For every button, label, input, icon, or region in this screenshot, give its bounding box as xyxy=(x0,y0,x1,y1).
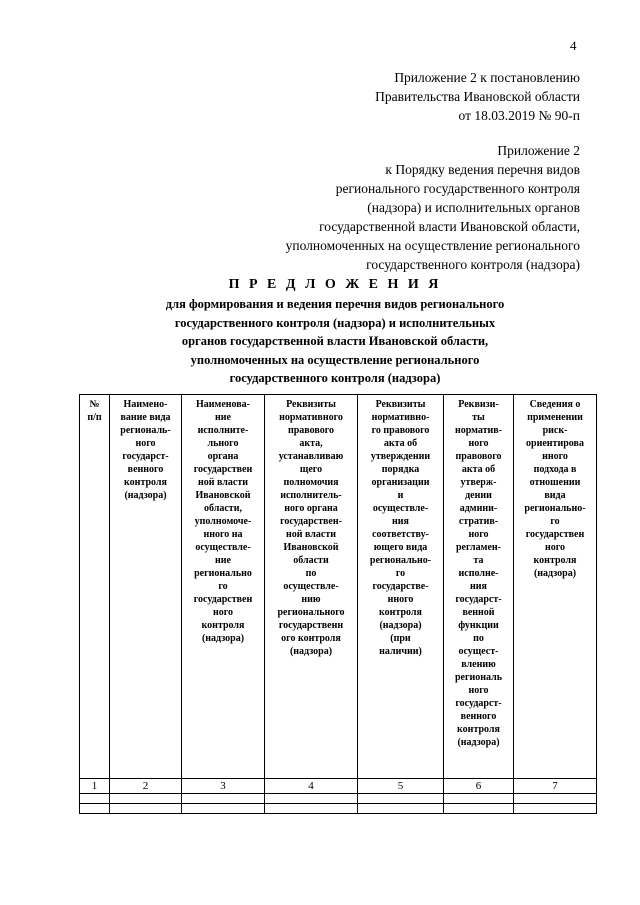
column-header-line: регламен- xyxy=(456,542,501,553)
column-header-line: ного xyxy=(544,542,566,553)
column-header-line: осуществле- xyxy=(195,542,251,553)
column-header-line: осуществле- xyxy=(283,581,339,592)
column-header-line: нного xyxy=(387,594,414,605)
column-header-line: № xyxy=(89,399,100,410)
column-header-line: ния xyxy=(392,516,409,527)
column-header-line: государственн xyxy=(278,620,344,631)
column-header-line: контроля xyxy=(457,724,500,735)
table-cell xyxy=(444,794,514,804)
column-header-line: полномочия xyxy=(283,477,339,488)
column-header-line: и xyxy=(397,490,404,501)
column-header-line: ние xyxy=(215,412,231,423)
column-header-line: Ивановской xyxy=(283,542,339,553)
title-line: органов государственной власти Ивановской области, xyxy=(181,334,489,348)
table-number-row xyxy=(80,779,597,794)
table-cell xyxy=(265,804,358,814)
column-header-line: ого контроля xyxy=(281,633,341,644)
column-header-line: государстве- xyxy=(372,581,429,592)
column-header-line: (надзора) xyxy=(379,620,422,631)
appendix-line: государственной власти Ивановской области, xyxy=(319,219,580,234)
column-header-line: (надзора) xyxy=(124,490,167,501)
column-header-line: венной xyxy=(462,607,495,618)
table-cell xyxy=(358,794,444,804)
table-cell xyxy=(265,794,358,804)
column-header-line: применении xyxy=(527,412,583,423)
column-header-line: та xyxy=(473,555,484,566)
appendix-line: Приложение 2 xyxy=(497,143,580,158)
column-header-line: ориентирова xyxy=(526,438,584,449)
column-header xyxy=(444,395,514,779)
column-header-line: утверждении xyxy=(370,451,431,462)
column-header-line: наличии) xyxy=(379,646,422,657)
column-header-line: нормативного xyxy=(279,412,343,423)
column-number: 4 xyxy=(265,779,358,794)
column-header-line: Реквизи- xyxy=(458,399,499,410)
column-header-line: исполне- xyxy=(458,568,499,579)
column-number: 3 xyxy=(182,779,265,794)
column-header xyxy=(265,395,358,779)
column-header-line: нного xyxy=(542,451,568,462)
column-header-line: Реквизиты xyxy=(375,399,426,410)
column-header-line: контроля xyxy=(124,477,167,488)
column-header-line: осуществле- xyxy=(372,503,429,514)
column-header-line: ного xyxy=(212,607,234,618)
column-header-line: вание вида xyxy=(120,412,171,423)
column-header-line: регионального xyxy=(277,607,345,618)
table-cell xyxy=(514,794,597,804)
column-header-line: контроля xyxy=(379,607,422,618)
column-header-line: утверж- xyxy=(460,477,497,488)
column-header-line: дении xyxy=(465,490,492,501)
appendix-line: уполномоченных на осуществление регионального xyxy=(285,238,580,253)
column-header-line: ной власти xyxy=(197,477,248,488)
column-header-line: порядка xyxy=(381,464,420,475)
column-header-line: государст- xyxy=(455,698,502,709)
column-header-line: влению xyxy=(461,659,496,670)
column-header-line: ного xyxy=(468,685,489,696)
column-header-line: правового xyxy=(455,451,502,462)
table-cell xyxy=(80,804,110,814)
title-line: государственного контроля (надзора) и исполнительных xyxy=(174,315,496,330)
column-number: 5 xyxy=(358,779,444,794)
table-cell xyxy=(444,804,514,814)
proposals-table xyxy=(79,394,597,814)
table-cell xyxy=(182,804,265,814)
column-header-line: по xyxy=(473,633,484,644)
column-header-line: контроля xyxy=(533,555,577,566)
column-header-line: области xyxy=(293,555,329,566)
column-header-line: Наименова- xyxy=(195,399,251,410)
column-header-line: (надзора) xyxy=(457,737,500,748)
column-header-line: (надзора) xyxy=(289,646,333,657)
column-header-line: устанавливаю xyxy=(278,451,344,462)
column-header-line: Реквизиты xyxy=(286,399,336,410)
column-header-line: уполномоче- xyxy=(194,516,252,527)
column-header-line: исполните- xyxy=(197,425,249,436)
column-number: 6 xyxy=(444,779,514,794)
column-header-line: ния xyxy=(470,581,487,592)
column-header-line: государствен xyxy=(193,464,253,475)
column-header-line: области, xyxy=(204,503,242,514)
column-header-line: акта, xyxy=(299,438,323,449)
column-header-line: функции xyxy=(458,620,499,631)
column-header-line: соответству- xyxy=(372,529,429,540)
column-header-line: стратив- xyxy=(458,516,499,527)
column-header-line: правового xyxy=(287,425,335,436)
table-cell xyxy=(358,804,444,814)
column-header-line: государствен- xyxy=(280,516,342,527)
column-header-line: акта об xyxy=(383,438,418,449)
title-line: для формирования и ведения перечня видов регионального xyxy=(165,297,505,311)
appendix-line: от 18.03.2019 № 90-п xyxy=(458,108,580,123)
column-header-line: ного органа xyxy=(284,503,338,514)
column-header-line: отношении xyxy=(529,477,581,488)
column-header-line: государст- xyxy=(122,451,169,462)
column-header xyxy=(80,395,110,779)
table-cell xyxy=(110,804,182,814)
column-header-line: щего xyxy=(299,464,323,475)
appendix-line: государственного контроля (надзора) xyxy=(366,257,580,272)
column-header xyxy=(358,395,444,779)
title-line: государственного контроля (надзора) xyxy=(229,371,441,385)
appendix-line: регионального государственного контроля xyxy=(335,181,580,196)
column-header-line: го xyxy=(395,568,406,579)
column-header-line: Наимено- xyxy=(123,399,168,410)
column-header-line: ного xyxy=(135,438,156,449)
column-header-line: ты xyxy=(472,412,485,423)
column-header-line: ние xyxy=(215,555,231,566)
column-header-line: осущест- xyxy=(458,646,499,657)
column-header-line: Сведения о xyxy=(529,399,581,410)
column-header-line: акта об xyxy=(461,464,496,475)
column-header-line: венного xyxy=(127,464,164,475)
column-header-line: региональ- xyxy=(120,425,171,436)
title-heading: П Р Е Д Л О Ж Е Н И Я xyxy=(228,277,442,292)
column-header xyxy=(182,395,265,779)
column-header-line: органа xyxy=(207,451,239,462)
column-header-line: льного xyxy=(207,438,239,449)
column-header-line: государст- xyxy=(455,594,502,605)
column-header-line: исполнитель- xyxy=(280,490,342,501)
column-header-line: го правового xyxy=(371,425,430,436)
appendix-line: Приложение 2 к постановлению xyxy=(394,70,580,85)
column-header-line: государствен xyxy=(525,529,585,540)
column-header-line: админи- xyxy=(459,503,498,514)
column-number: 2 xyxy=(110,779,182,794)
column-header-line: контроля xyxy=(201,620,245,631)
table-cell xyxy=(182,794,265,804)
document-title xyxy=(70,275,600,388)
column-header-line: п/п xyxy=(87,412,102,423)
appendix-sub-reference xyxy=(286,141,580,274)
column-header-line: ной власти xyxy=(285,529,336,540)
column-header-line: (надзора) xyxy=(201,633,245,644)
table-row xyxy=(80,804,597,814)
column-header-line: (при xyxy=(390,633,411,644)
appendix-line: Правительства Ивановской области xyxy=(375,89,580,104)
appendix-line: к Порядку ведения перечня видов xyxy=(385,162,580,177)
column-header xyxy=(110,395,182,779)
column-header-line: региональ xyxy=(454,672,503,683)
column-header-line: венного xyxy=(460,711,497,722)
column-header-line: по xyxy=(305,568,317,579)
column-header-line: нормативно- xyxy=(371,412,430,423)
column-header-line: ного xyxy=(468,438,489,449)
column-header xyxy=(514,395,597,779)
column-header-line: регионально xyxy=(194,568,252,579)
column-number: 1 xyxy=(80,779,110,794)
appendix-line: (надзора) и исполнительных органов xyxy=(367,200,580,215)
table-row xyxy=(80,794,597,804)
title-line: уполномоченных на осуществление регионального xyxy=(190,352,480,367)
column-header-line: ного xyxy=(468,529,489,540)
column-header-line: го xyxy=(218,581,228,592)
column-header-line: (надзора) xyxy=(533,568,577,579)
column-header-line: риск- xyxy=(542,425,568,436)
table-cell xyxy=(80,794,110,804)
table-header-row xyxy=(80,395,597,779)
column-number: 7 xyxy=(514,779,597,794)
column-header-line: регионально- xyxy=(524,503,586,514)
column-header-line: ющего вида xyxy=(373,542,428,553)
appendix-reference xyxy=(375,68,580,125)
column-header-line: вида xyxy=(544,490,566,501)
column-header-line: нию xyxy=(301,594,321,605)
column-header-line: норматив- xyxy=(454,425,503,436)
column-header-line: нного на xyxy=(203,529,243,540)
table-cell xyxy=(514,804,597,814)
column-header-line: государствен xyxy=(193,594,253,605)
column-header-line: регионально- xyxy=(369,555,432,566)
column-header-line: Ивановской xyxy=(195,490,251,501)
column-header-line: организации xyxy=(371,477,430,488)
table-cell xyxy=(110,794,182,804)
page-number: 4 xyxy=(570,38,577,53)
column-header-line: подхода в xyxy=(533,464,577,475)
column-header-line: го xyxy=(550,516,560,527)
